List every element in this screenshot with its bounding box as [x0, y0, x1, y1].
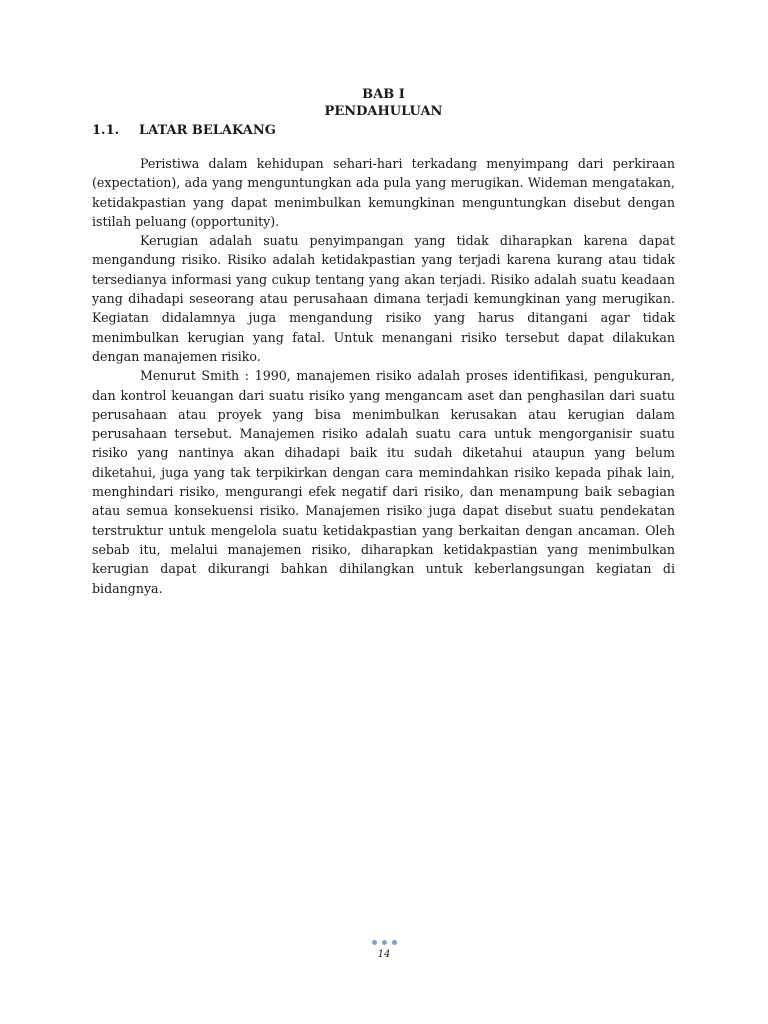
section-number: 1.1.: [92, 123, 120, 138]
document-page: [92, 86, 675, 598]
page-number: 14: [377, 949, 391, 960]
page-footer: [0, 940, 768, 961]
ornament-dot: [372, 940, 377, 945]
chapter-heading: [92, 86, 675, 120]
paragraph: Peristiwa dalam kehidupan sehari-hari terkadang menyimpang dari perkiraan (expectation), ada yang menguntungkan ada pula yang merugikan. Wideman mengatakan, ketidakpastian yang dapat menimbulkan kemungkinan menguntungkan disebut dengan istilah peluang (opportunity).: [92, 156, 675, 229]
footer-ornament: [0, 940, 768, 946]
paragraph: Menurut Smith : 1990, manajemen risiko adalah proses identifikasi, pengukuran, dan kontrol keuangan dari suatu risiko yang mengancam aset dan penghasilan dari suatu perusahaan atau proyek yang bisa menimbulkan kerusakan atau kerugian dalam perusahaan tersebut. Manajemen risiko adalah suatu cara untuk mengorganisir suatu risiko yang nantinya akan dihadapi baik itu sudah diketahui ataupun yang belum diketahui, juga yang tak terpikirkan dengan cara memindahkan risiko kepada pihak lain, menghindari risiko, mengurangi efek negatif dari risiko, dan menampung baik sebagian atau semua konsekuensi risiko. Manajemen risiko juga dapat disebut suatu pendekatan terstruktur untuk mengelola suatu ketidakpastian yang berkaitan dengan ancaman. Oleh sebab itu, melalui manajemen risiko, diharapkan ketidakpastian yang menimbulkan kerugian dapat dikurangi bahkan dihilangkan untuk keberlangsungan kegiatan di bidangnya.: [92, 368, 675, 596]
section-heading: [92, 122, 675, 139]
section-title: LATAR BELAKANG: [139, 123, 276, 138]
paragraph: Kerugian adalah suatu penyimpangan yang tidak diharapkan karena dapat mengandung risiko. Risiko adalah ketidakpastian yang terjadi karena kurang atau tidak tersedianya informasi yang cukup tentang yang akan terjadi. Risiko adalah suatu keadaan yang dihadapi seseorang atau perusahaan dimana terjadi kemungkinan yang merugikan. Kegiatan didalamnya juga mengandung risiko yang harus ditangani agar tidak menimbulkan kerugian yang fatal. Untuk menangani risiko tersebut dapat dilakukan dengan manajemen risiko.: [92, 233, 675, 364]
body-text: [92, 154, 675, 598]
ornament-dot: [392, 940, 397, 945]
chapter-title: PENDAHULUAN: [324, 104, 443, 119]
chapter-label: BAB I: [362, 87, 405, 102]
ornament-dot: [382, 940, 387, 945]
